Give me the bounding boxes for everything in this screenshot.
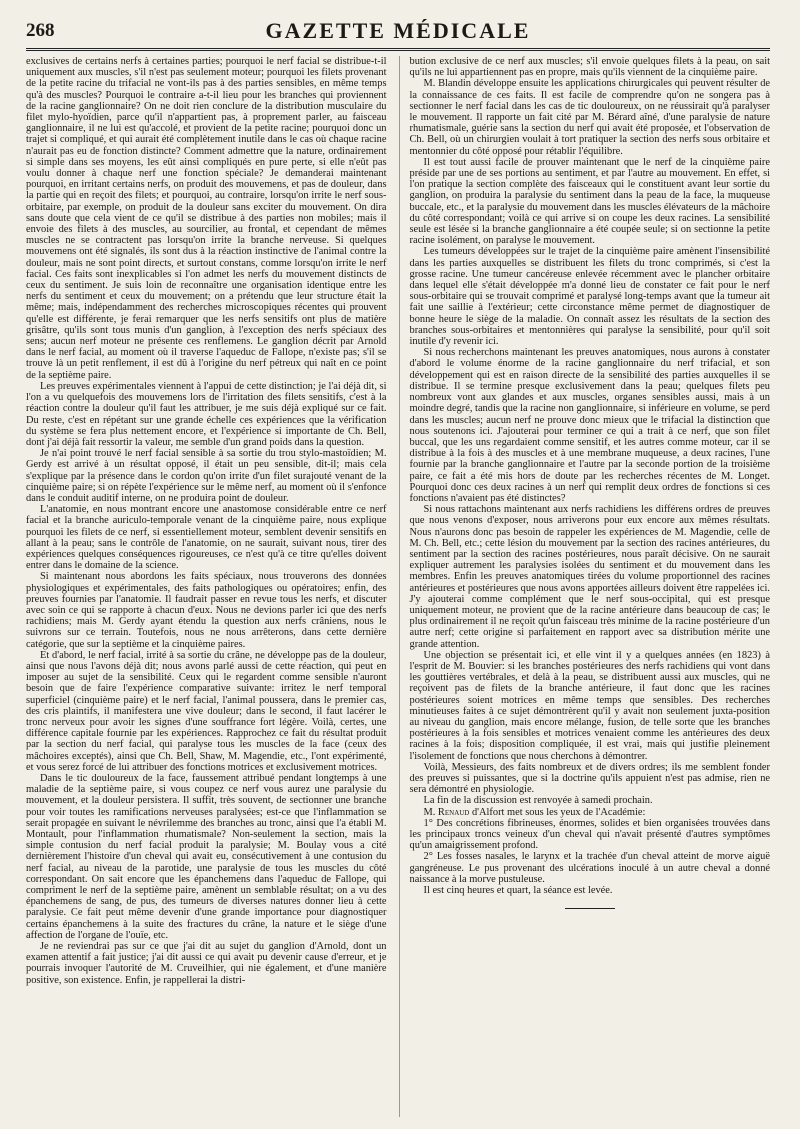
paragraph: Je n'ai point trouvé le nerf facial sensible à sa sortie du trou stylo-mastoïdien; M. Gerdy est arrivé à un résultat opposé, il était un peu sensible, dit-il; mais cela s'explique par la présence dans le cordon qu'on irrite d'un filet surajouté venant de la cinquième paire; si on répète l'expérience sur le même nerf, au moment où il s'enfonce dans le conduit auditif interne, on ne produira point de douleur. — [26, 448, 387, 504]
paragraph: La fin de la discussion est renvoyée à samedi prochain. — [423, 795, 653, 807]
paragraph: M. Blandin développe ensuite les applications chirurgicales qui peuvent résulter de la connaissance de ces faits. Il est facile de comprendre qu'on ne songera pas à sectionner le nerf facial dans les cas de tic douloureux, on ne réussirait qu'à paralyser le mouvement. Il rapporte un fait cité par M. Bérard aîné, d'une paralysie de nature rhumatismale, guérie sans la section du nerf qui avait été proposée, et l'observation de Ch. Bell, où un chirurgien voulait à tort pratiquer la section des nerfs sous orbitaire et mentonnier du côté opposé pour rétablir l'équilibre. — [409, 78, 770, 157]
paragraph: 1° Des concrétions fibrineuses, énormes, solides et bien organisées trouvées dans les principaux troncs veineux d'un cheval qui n'avait présenté d'autres symptômes qu'un amaigrissement profond. — [409, 817, 770, 852]
paragraph: L'anatomie, en nous montrant encore une anastomose considérable entre ce nerf facial et la branche auriculo-temporale venant de la cinquième paire, nous explique pourquoi les filets de ce nerf, si essentiellement moteur, semblent devenir sensitifs en allant à la peau; sans le contrôle de l'anatomie, on ne saurait, suivant nous, tirer des expériences quelques conséquences rigoureuses, ce n'est qu'à ce titre qu'elles doivent entrer dans le domaine de la science. — [26, 504, 387, 572]
paragraph — [410, 807, 771, 818]
paragraph: Une objection se présentait ici, et elle vint il y a quelques années (en 1823) à l'esprit de M. Bouvier: si les branches postérieures des nerfs rachidiens qui vont dans les gouttières vertébrales, et delà à la peau, se distribuent aussi aux muscles, qui ne reçoivent pas de filets de la branche antérieure, il faut donc que les racines postérieures soient motrices en même temps que sensibles. Des recherches minutieuses faites à ce sujet démontrèrent qu'il y avait non seulement juxta-position au niveau du ganglion, mais encore mélange, fusion, de telle sorte que les branches postérieures à la fois sensibles et motrices venaient comme les antérieures des deux racines à la fois; disposition compliquée, il est vrai, mais qui justifie pleinement l'isolement de fonctions que nous cherchons à démontrer. — [409, 649, 770, 762]
journal-title: GAZETTE MÉDICALE — [265, 18, 531, 43]
left-column — [26, 56, 387, 1117]
paragraph: exclusives de certains nerfs à certaines parties; pourquoi le nerf facial se distribue-t-il uniquement aux muscles, s'il n'est pas seulement moteur; pourquoi les filets provenant de la petite racine du trifacial ne vont-ils pas à des parties sensibles, en même temps qu'à des muscles? Pourquoi le contraire a-t-il lieu pour les branches qui proviennent de la racine ganglionnaire? On ne doit rien conclure de la distribution musculaire du filet mylo-hyoïdien, parce qu'il n'appartient pas, à proprement parler, au faisceau ganglionnaire, il ne lui est qu'accolé, et provient de la petite racine; pourquoi donc un trajet si compliqué, et qui aurait été complètement inutile dans le cas où chaque racine n'aurait pas eu de fonction distincte? Comment admettre que la nature, ordinairement si simple dans ses moyens, les eût ainsi compliqués en pure perte, si elle n'eût pas voulu donner à chaque nerf une fonction spéciale? Je demanderai maintenant pourquoi, en irritant certains nerfs, on produit des mouvemens, et pas de douleur, dans la partie qui en reçoit des filets; et pourquoi, au contraire, lorsqu'on irrite le nerf sous-orbitaire, par exemple, on produit de la douleur sans exciter du mouvement. On dira sans doute que cela vient de ce qu'il se distribue à des parties non mobiles; mais il envoie des filets à des muscles, au sourcilier, au frontal, et cependant de mêmes muscles ne se contractent pas lorsqu'on irrite la branche nerveuse. Si quelques mouvemens ont été signalés, ils sont dus à la réaction instinctive de l'animal contre la douleur, mais ne sont point directs, et surtout constans, comme lorsqu'on irrite le nerf facial. Ces faits sont inexplicables si l'on admet les nerfs du mouvement distincts de ceux du sentiment. Je suis loin de reconnaître une organisation identique entre les nerfs du sentiment et ceux du mouvement; on a prétendu que leur structure était la même; mais, indépendamment des recherches microscopiques récentes qui prouvent qu'elle est différente, je ferai remarquer que les nerfs sensitifs ont plus de matière grisâtre, qu'ils sont tous munis d'un ganglion, à l'exception des nerfs spéciaux des sens; aucun nerf moteur ne présente ces renflemens. Le ganglion décrit par Arnold dans le nerf facial, au moment où il traverse l'aqueduc de Fallope, n'existe pas; s'il se trouve là un petit renflement, il est dû à l'origine du nerf pétreux qui naît en ce point de la septième paire. — [26, 56, 387, 381]
paragraph: Et d'abord, le nerf facial, irrité à sa sortie du crâne, ne développe pas de la douleur, ainsi que nous l'avons déjà dit; nous avons parlé aussi de cette réaction, qui peut en imposer au sujet de la sensibilité. Ceux qui le regardent comme sensible n'auront besoin que de faire l'expérience comparative suivante: irritez le nerf temporal superficiel (cinquième paire) et le nerf facial, l'animal poussera, dans le premier cas, des cris plaintifs, il manifestera une vive douleur; dans le second, il faut lacérer le tronc nerveux pour avoir les signes d'une souffrance fort légère. Voilà, certes, une différence capitale fournie par les expériences. Rapprochez ce fait du résultat produit par la section du nerf facial, qui paralyse tous les muscles de la face (ceux des mâchoires exceptés), ainsi que Ch. Bell, Shaw, M. Magendie, etc., l'ont expérimenté, et vous serez forcé de lui attribuer des fonctions motrices et exclusivement motrices. — [26, 649, 387, 773]
paragraph: Il est tout aussi facile de prouver maintenant que le nerf de la cinquième paire préside par une de ses portions au sentiment, et par l'autre au mouvement. En effet, si l'on pratique la section complète des faisceaux qui le constituent avant leur sortie du ganglion, on produira la paralysie du sentiment dans la peau de la face, la muqueuse buccale, etc., et la paralysie du mouvement dans les muscles élévateurs de la mâchoire du côté correspondant; voilà ce qui arrive si on coupe les deux racines. La sensibilité seule est lésée si la branche ganglionnaire a été coupée seule; si on sectionne la petite racine isolément, on paralyse le mouvement. — [409, 156, 770, 247]
right-column — [399, 56, 771, 1117]
paragraph: Les tumeurs développées sur le trajet de la cinquième paire amènent l'insensibilité dans les parties auxquelles se distribuent les filets du tronc comprimés, si c'est la grosse racine. Une tumeur cancéreuse enlevée récemment avec le plancher orbitaire dans lequel elle s'était développée m'a donné lieu de constater ce fait pour le nerf sous-orbitaire qui se trouvait comprimé et paralysé long-temps avant que la tumeur ait fait une saillie à l'extérieur; cette circonstance même permet de diagnostiquer de bonne heure le siège de la maladie. On connaît assez les résultats de la section des branches sous-orbitaires et mentonnières qui paralyse la sensibilité, pour qu'il soit inutile d'y revenir ici. — [409, 246, 770, 348]
paragraph: Il est cinq heures et quart, la séance est levée. — [423, 885, 613, 897]
paragraph: Si maintenant nous abordons les faits spéciaux, nous trouverons des données physiologiques et expérimentales, des faits pathologiques ou opératoires; enfin, des preuves fournies par l'anatomie. Il faudrait passer en revue tous les nerfs, et discuter avec soin ce qui se rapporte à chacun d'eux. Nous ne devions parler ici que des nerfs rachidiens; mais M. Gerdy ayant étendu la question aux nerfs crâniens, nous le suivrons sur ce terrain. Toutefois, nous ne nous arrêterons, dans cette dernière catégorie, que sur la septième et la cinquième paires. — [26, 571, 387, 650]
paragraph: 2° Les fosses nasales, le larynx et la trachée d'un cheval atteint de morve aiguë gangréneuse. Le pus provenant des ulcérations inoculé à un autre cheval a donné naissance à la morve pustuleuse. — [409, 851, 770, 885]
paragraph: Si nous rattachons maintenant aux nerfs rachidiens les différens ordres de preuves que nous venons d'exposer, nous arriverons pour eux encore aux mêmes résultats. Nous n'aurons donc pas besoin de rappeler les expériences de M. Magendie, celle de M. Ch. Bell, etc.; cette lésion du mouvement par la section des racines antérieures, du sentiment par la section des racines postérieures, nous paraît décisive. On ne saurait expliquer autrement les paralysies isolées du sentiment et du mouvement dans les membres. Enfin les preuves anatomiques tirées du volume proportionnel des racines antérieures et postérieures que nous avons apportées ailleurs doivent être rappelées ici. J'y ajouterai comme complément que le nerf sous-occipital, qui est presque uniquement moteur, ne provient que de la racine antérieure dans beaucoup de cas; le plus ordinairement il ne reçoit qu'un faisceau très minime de la racine postérieure d'un autre nerf; cette origine si parfaitement en rapport avec sa distribution mérite une grande attention. — [409, 504, 770, 650]
paragraph: Je ne reviendrai pas sur ce que j'ai dit au sujet du ganglion d'Arnold, dont un examen attentif a fait justice; j'ai dit aussi ce qui avait pu devenir cause d'erreur, et je pourrais invoquer l'autorité de M. Cruveilhier, qui nie également, et d'une manière positive, son existence. Enfin, je rappellerai la distri- — [26, 941, 387, 986]
paragraph: Dans le tic douloureux de la face, faussement attribué pendant longtemps à une maladie de la septième paire, si vous coupez ce nerf vous aurez une paralysie du mouvement, et la douleur persistera. Il suffit, très souvent, de sectionner une branche pour voir toutes les ramifications nerveuses paralysées; est-ce que l'inflammation se serait propagée en suivant le névrilemme des branches au tronc, ainsi que l'a établi M. Montault, pour l'inflammation rhumatismale? Non-seulement la section, mais la simple contusion du nerf facial produit la paralysie; M. Boulay vous a cité dernièrement l'histoire d'un cheval qui avait eu, consécutivement à une contusion du nerf facial, au niveau de la parotide, une paralysie de tous les muscles du côté correspondant. On sait encore que les épanchemens dans l'aqueduc de Fallope, qui compriment le nerf de la septième paire, amènent un semblable résultat; on a vu des épanchemens de sang, de pus, des tumeurs de diverses natures donner lieu à cette paralysie. Ce fait peut même devenir d'une grande importance pour diagnostiquer certains épanchemens à la suite des fractures du crâne, la nature et le siège d'une affection de l'organe de l'ouïe, etc. — [26, 773, 387, 941]
article-columns — [26, 56, 770, 1117]
page-number: 268 — [26, 20, 55, 41]
paragraph: Voilà, Messieurs, des faits nombreux et de divers ordres; ils me semblent fonder des preuves si puissantes, que si la doctrine qu'ils appuient n'est pas admise, rien ne sera démontré en physiologie. — [409, 761, 770, 796]
end-rule — [565, 908, 615, 909]
paragraph: bution exclusive de ce nerf aux muscles; s'il envoie quelques filets à la peau, on sait qu'ils ne lui appartiennent pas en propre, mais qu'ils viennent de la cinquième paire. — [409, 56, 770, 79]
paragraph: Les preuves expérimentales viennent à l'appui de cette distinction; je l'ai déjà dit, si l'on a vu quelquefois des mouvemens lors de l'irritation des filets sensitifs, c'est à la réaction contre la douleur qu'il faut les attribuer, je me suis déjà expliqué sur ce fait. Du reste, c'est en répétant sur une grande échelle ces expériences que la vérification du système se fera plus nettement encore, et l'expérience si importante de Ch. Bell, dont j'ai déjà fait ressortir la valeur, me semble d'un grand poids dans la question. — [26, 380, 387, 448]
masthead — [26, 18, 770, 51]
speaker-name: M. Renaud — [423, 806, 470, 818]
paragraph: Si nous recherchons maintenant les preuves anatomiques, nous aurons à constater d'abord le volume énorme de la racine ganglionnaire du nerf trifacial, et son développement qui est en raison directe de la sensibilité des parties auxquelles il se distribue. Il se termine presque exclusivement dans la peau; quelques filets peu nombreux vont aux glandes et aux muscles, organes sensibles aussi, mais à un moindre degré, tandis que la racine non ganglionnaire, si inférieure en volume, se perd dans les muscles; aucun nerf ne prouve donc mieux que le trifacial la distinction que nous soutenons ici. J'ajouterai pour terminer ce qui a trait à ce nerf, que son filet buccal, que les uns regardaient comme sensitif, et les autres comme moteur, car il se distribue à la fois à des muscles et à une membrane muqueuse, a deux racines, l'une fournie par la branche ganglionnaire et l'autre par la seconde portion de la troisième paire, ce fait a été mis hors de doute par les recherches récentes de M. Longet. Pourquoi donc ces deux racines à un nerf qui remplit deux ordres de fonctions si ces fonctions n'avaient pas été distinctes? — [409, 347, 770, 504]
paragraph-text: d'Alfort met sous les yeux de l'Académie: — [469, 806, 646, 818]
